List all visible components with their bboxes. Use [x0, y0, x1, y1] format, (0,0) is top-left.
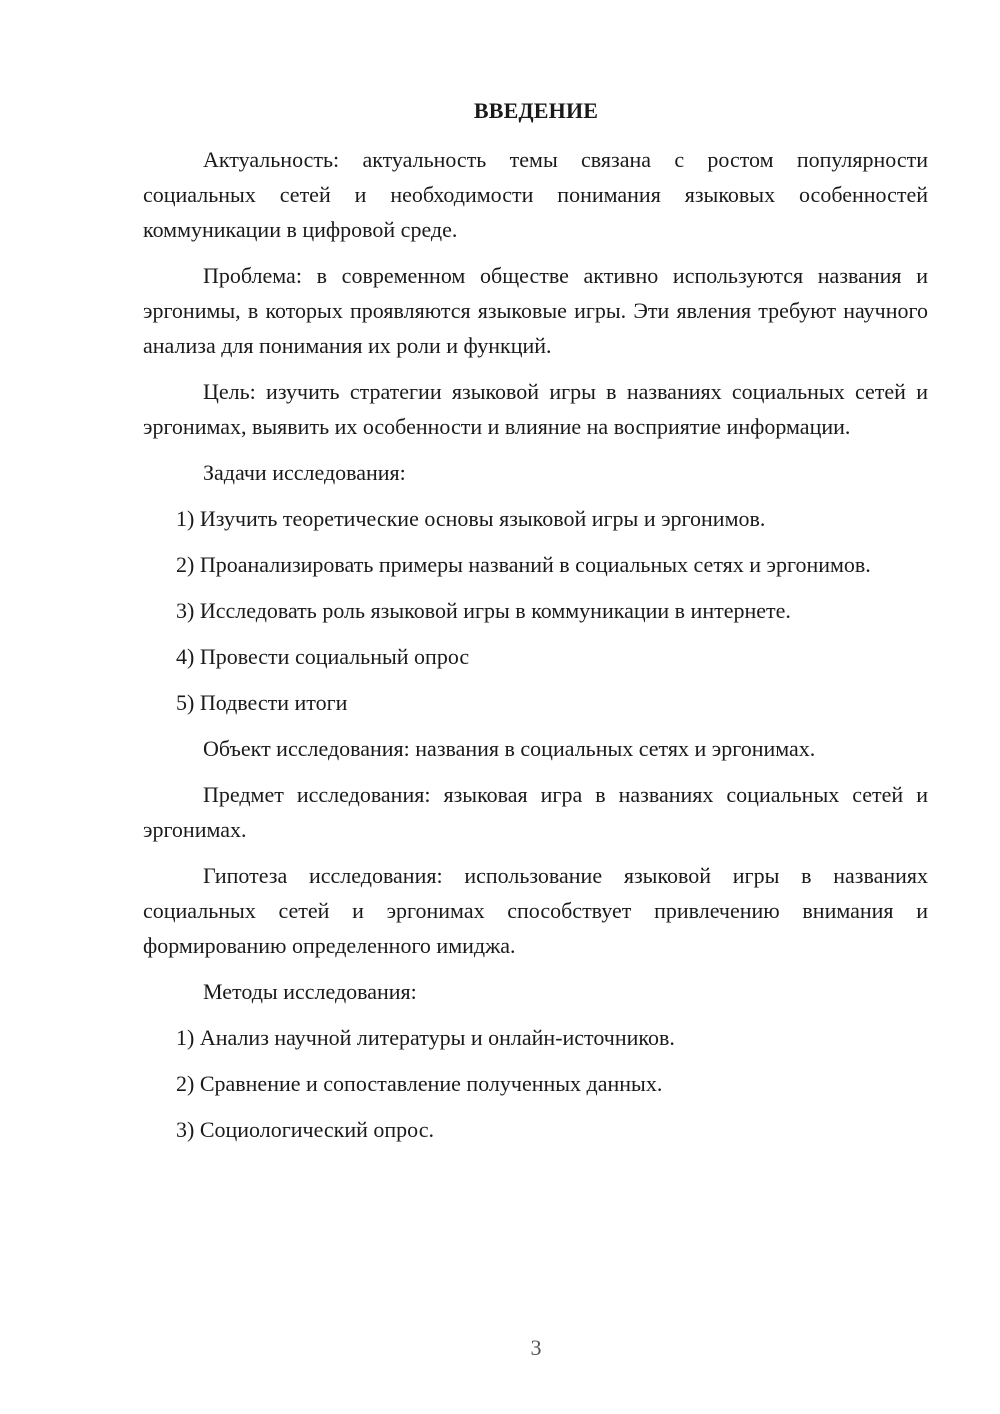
list-item-task-3: 3) Исследовать роль языковой игры в коммуникации в интернете. — [176, 598, 791, 623]
paragraph-tasks-heading: Задачи исследования: — [203, 460, 406, 485]
paragraph-object: Объект исследования: названия в социальных сетях и эргонимах. — [203, 736, 816, 761]
list-item-task-2: 2) Проанализировать примеры названий в социальных сетях и эргонимов. — [176, 552, 871, 577]
list-item-task-5: 5) Подвести итоги — [176, 690, 348, 715]
page-title: ВВЕДЕНИЕ — [473, 98, 599, 123]
page-number: 3 — [530, 1335, 542, 1360]
list-item-method-1: 1) Анализ научной литературы и онлайн-источников. — [176, 1025, 675, 1050]
paragraph-subject: Предмет исследования: языковая игра в названиях социальных сетей и эргонимах. — [143, 782, 928, 842]
paragraph-goal: Цель: изучить стратегии языковой игры в названиях социальных сетей и эргонимах, выявить их особенности и влияние на восприятие информации. — [143, 379, 928, 439]
paragraph-relevance: Актуальность: актуальность темы связана с ростом популярности социальных сетей и необходимости понимания языковых особенностей коммуникации в цифровой среде. — [143, 147, 928, 242]
list-item-task-1: 1) Изучить теоретические основы языковой игры и эргонимов. — [176, 506, 766, 531]
list-item-method-3: 3) Социологический опрос. — [176, 1117, 434, 1142]
document-body — [143, 142, 928, 1158]
list-item-method-2: 2) Сравнение и сопоставление полученных данных. — [176, 1071, 663, 1096]
list-item-task-4: 4) Провести социальный опрос — [176, 644, 470, 669]
paragraph-problem: Проблема: в современном обществе активно используются названия и эргонимы, в которых проявляются языковые игры. Эти явления требуют научного анализа для понимания их роли и функций. — [143, 263, 928, 358]
paragraph-methods-heading: Методы исследования: — [203, 979, 417, 1004]
paragraph-hypothesis: Гипотеза исследования: использование языковой игры в названиях социальных сетей и эргонимах способствует привлечению внимания и формированию определенного имиджа. — [143, 863, 928, 958]
